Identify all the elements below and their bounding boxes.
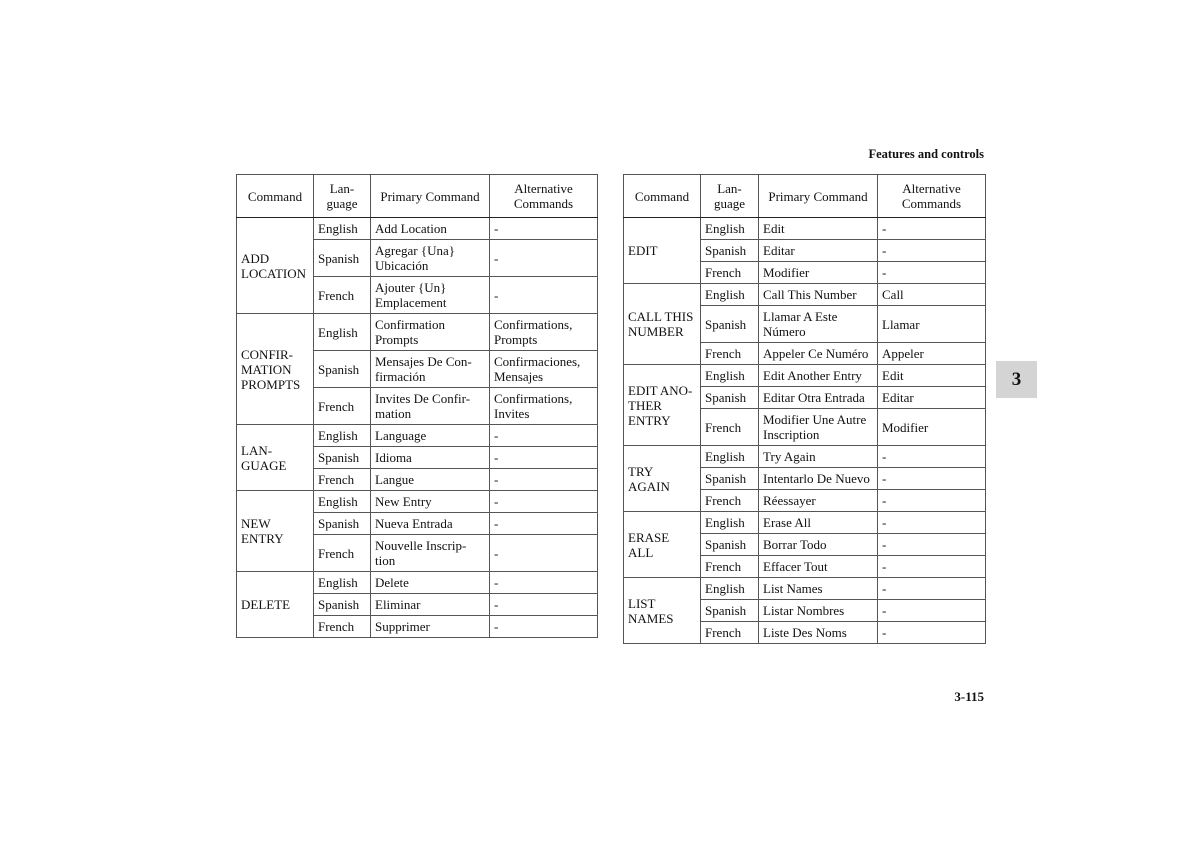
primary-command-cell: Delete xyxy=(371,572,490,594)
primary-command-cell: Try Again xyxy=(759,446,878,468)
alternative-commands-cell: Llamar xyxy=(878,306,986,343)
table-row xyxy=(624,578,986,600)
primary-command-cell: New Entry xyxy=(371,491,490,513)
language-cell: Spanish xyxy=(314,351,371,388)
language-cell: Spanish xyxy=(314,447,371,469)
language-cell: Spanish xyxy=(314,240,371,277)
primary-command-cell: Nouvelle Inscrip- tion xyxy=(371,535,490,572)
language-cell: French xyxy=(701,556,759,578)
primary-command-cell: Liste Des Noms xyxy=(759,622,878,644)
alternative-commands-cell: - xyxy=(878,534,986,556)
alternative-commands-cell: - xyxy=(490,469,598,491)
command-cell: CONFIR- MATION PROMPTS xyxy=(237,314,314,425)
alternative-commands-cell: - xyxy=(490,447,598,469)
primary-command-cell: Nueva Entrada xyxy=(371,513,490,535)
command-column-header: Command xyxy=(237,175,314,218)
alternative-commands-cell: - xyxy=(490,240,598,277)
alternative-commands-cell: - xyxy=(878,512,986,534)
alternative-commands-cell: - xyxy=(878,556,986,578)
language-cell: English xyxy=(701,446,759,468)
chapter-number: 3 xyxy=(1011,368,1022,390)
table-row xyxy=(624,446,986,468)
command-cell: ERASE ALL xyxy=(624,512,701,578)
primary-command-cell: Edit Another Entry xyxy=(759,365,878,387)
alternative-commands-cell: Confirmations, Invites xyxy=(490,388,598,425)
primary-command-cell: Erase All xyxy=(759,512,878,534)
language-cell: English xyxy=(314,314,371,351)
primary-command-cell: Edit xyxy=(759,218,878,240)
alternative-commands-cell: - xyxy=(490,513,598,535)
language-cell: English xyxy=(701,365,759,387)
primary-command-column-header: Primary Command xyxy=(759,175,878,218)
language-cell: French xyxy=(314,616,371,638)
alternative-commands-cell: Modifier xyxy=(878,409,986,446)
language-cell: Spanish xyxy=(701,600,759,622)
table-row xyxy=(237,425,598,447)
alternative-commands-cell: Call xyxy=(878,284,986,306)
language-column-header: Lan- guage xyxy=(701,175,759,218)
primary-command-cell: Borrar Todo xyxy=(759,534,878,556)
language-cell: French xyxy=(314,535,371,572)
primary-command-cell: Editar Otra Entrada xyxy=(759,387,878,409)
page-number: 3-115 xyxy=(954,689,984,704)
primary-command-cell: Confirmation Prompts xyxy=(371,314,490,351)
primary-command-cell: Invites De Confir- mation xyxy=(371,388,490,425)
primary-command-cell: Language xyxy=(371,425,490,447)
primary-command-cell: Réessayer xyxy=(759,490,878,512)
language-cell: English xyxy=(314,425,371,447)
primary-command-cell: Modifier xyxy=(759,262,878,284)
alternative-commands-column-header: Alternative Commands xyxy=(878,175,986,218)
language-cell: French xyxy=(314,388,371,425)
primary-command-cell: Ajouter {Un} Emplacement xyxy=(371,277,490,314)
primary-command-cell: List Names xyxy=(759,578,878,600)
alternative-commands-cell: - xyxy=(490,535,598,572)
command-cell: LAN- GUAGE xyxy=(237,425,314,491)
table-header-row xyxy=(624,175,986,218)
language-cell: English xyxy=(701,284,759,306)
language-cell: French xyxy=(701,262,759,284)
alternative-commands-cell: - xyxy=(878,600,986,622)
alternative-commands-cell: - xyxy=(878,262,986,284)
primary-command-cell: Listar Nombres xyxy=(759,600,878,622)
alternative-commands-column-header: Alternative Commands xyxy=(490,175,598,218)
table-row xyxy=(237,491,598,513)
language-cell: Spanish xyxy=(701,240,759,262)
alternative-commands-cell: - xyxy=(490,491,598,513)
language-cell: Spanish xyxy=(701,306,759,343)
alternative-commands-cell: Confirmaciones, Mensajes xyxy=(490,351,598,388)
primary-command-cell: Modifier Une Autre Inscription xyxy=(759,409,878,446)
language-cell: French xyxy=(701,622,759,644)
language-cell: French xyxy=(701,409,759,446)
primary-command-cell: Langue xyxy=(371,469,490,491)
primary-command-cell: Effacer Tout xyxy=(759,556,878,578)
language-cell: Spanish xyxy=(314,594,371,616)
section-title: Features and controls xyxy=(868,147,984,161)
command-column-header: Command xyxy=(624,175,701,218)
primary-command-cell: Idioma xyxy=(371,447,490,469)
language-cell: English xyxy=(314,218,371,240)
language-cell: English xyxy=(701,218,759,240)
primary-command-cell: Eliminar xyxy=(371,594,490,616)
command-cell: NEW ENTRY xyxy=(237,491,314,572)
voice-command-table-left xyxy=(236,174,598,638)
alternative-commands-cell: - xyxy=(490,616,598,638)
language-cell: French xyxy=(314,469,371,491)
command-cell: EDIT xyxy=(624,218,701,284)
alternative-commands-cell: - xyxy=(490,218,598,240)
command-cell: CALL THIS NUMBER xyxy=(624,284,701,365)
alternative-commands-cell: - xyxy=(878,622,986,644)
table-row xyxy=(624,365,986,387)
primary-command-cell: Call This Number xyxy=(759,284,878,306)
alternative-commands-cell: - xyxy=(490,594,598,616)
table-header-row xyxy=(237,175,598,218)
alternative-commands-cell: - xyxy=(878,578,986,600)
language-cell: French xyxy=(701,490,759,512)
primary-command-cell: Mensajes De Con- firmación xyxy=(371,351,490,388)
command-cell: TRY AGAIN xyxy=(624,446,701,512)
primary-command-cell: Llamar A Este Número xyxy=(759,306,878,343)
language-cell: Spanish xyxy=(314,513,371,535)
alternative-commands-cell: - xyxy=(878,218,986,240)
table-row xyxy=(624,512,986,534)
table-row xyxy=(237,314,598,351)
command-cell: ADD LOCATION xyxy=(237,218,314,314)
primary-command-cell: Intentarlo De Nuevo xyxy=(759,468,878,490)
primary-command-cell: Editar xyxy=(759,240,878,262)
language-cell: French xyxy=(701,343,759,365)
language-cell: Spanish xyxy=(701,387,759,409)
alternative-commands-cell: - xyxy=(878,446,986,468)
alternative-commands-cell: Edit xyxy=(878,365,986,387)
chapter-tab xyxy=(996,361,1037,398)
command-cell: LIST NAMES xyxy=(624,578,701,644)
alternative-commands-cell: - xyxy=(878,468,986,490)
language-column-header: Lan- guage xyxy=(314,175,371,218)
primary-command-column-header: Primary Command xyxy=(371,175,490,218)
primary-command-cell: Supprimer xyxy=(371,616,490,638)
language-cell: English xyxy=(314,572,371,594)
table-row xyxy=(624,218,986,240)
voice-command-table-right xyxy=(623,174,986,644)
alternative-commands-cell: - xyxy=(490,572,598,594)
language-cell: French xyxy=(314,277,371,314)
primary-command-cell: Agregar {Una} Ubicación xyxy=(371,240,490,277)
table-row xyxy=(237,218,598,240)
language-cell: English xyxy=(314,491,371,513)
command-cell: DELETE xyxy=(237,572,314,638)
command-cell: EDIT ANO- THER ENTRY xyxy=(624,365,701,446)
alternative-commands-cell: - xyxy=(878,490,986,512)
table-row xyxy=(624,284,986,306)
primary-command-cell: Appeler Ce Numéro xyxy=(759,343,878,365)
alternative-commands-cell: Appeler xyxy=(878,343,986,365)
primary-command-cell: Add Location xyxy=(371,218,490,240)
alternative-commands-cell: Confirmations, Prompts xyxy=(490,314,598,351)
table-row xyxy=(237,572,598,594)
alternative-commands-cell: - xyxy=(878,240,986,262)
alternative-commands-cell: - xyxy=(490,425,598,447)
language-cell: English xyxy=(701,512,759,534)
alternative-commands-cell: Editar xyxy=(878,387,986,409)
language-cell: Spanish xyxy=(701,534,759,556)
alternative-commands-cell: - xyxy=(490,277,598,314)
language-cell: English xyxy=(701,578,759,600)
language-cell: Spanish xyxy=(701,468,759,490)
